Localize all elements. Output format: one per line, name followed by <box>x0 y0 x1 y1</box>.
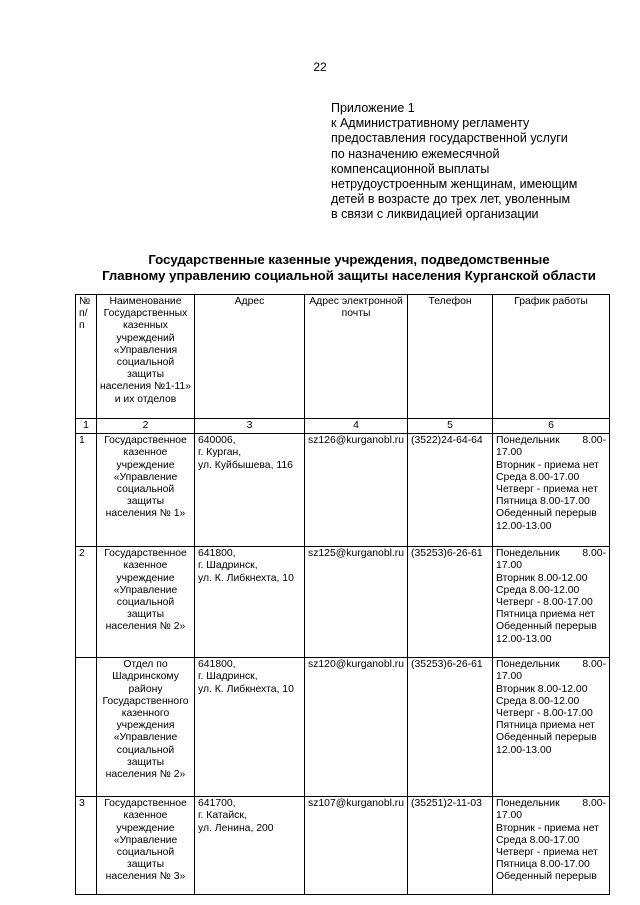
schedule-line: 17.00 <box>496 671 523 683</box>
header-name: Наименование Государственных казенных учреждений «Управления социальной защиты населения №1-11» и их отделов <box>97 295 195 419</box>
schedule-line: 12.00-13.00 <box>496 520 552 532</box>
row-address <box>195 547 305 658</box>
schedule-line: Четверг - приема нет <box>496 847 598 859</box>
schedule-time: 8.00- <box>582 548 607 560</box>
row-num <box>76 658 97 797</box>
annex-line: нетрудоустроенным женщинам, имеющим <box>331 177 578 192</box>
address-line: 641700, <box>198 798 236 810</box>
schedule-day: Понедельник <box>496 659 560 671</box>
header-schedule: График работы <box>493 295 610 419</box>
schedule-line: 17.00 <box>496 447 523 459</box>
annex-line: детей в возрасте до трех лет, уволенным <box>331 192 571 207</box>
address-line: ул. К. Либкнехта, 10 <box>198 572 294 584</box>
schedule-line: 17.00 <box>496 810 523 822</box>
address-line: 641800, <box>198 548 236 560</box>
row-name: Государственное казенное учреждение «Управление социальной защиты населения № 3» <box>97 797 195 895</box>
schedule-line: Обеденный перерыв <box>496 508 597 520</box>
column-number-row <box>76 419 610 434</box>
annex-line: к Административному регламенту <box>331 116 530 131</box>
column-number: 2 <box>97 419 195 434</box>
header-address: Адрес <box>195 295 305 419</box>
schedule-day: Понедельник <box>496 435 560 447</box>
schedule-day: Понедельник <box>496 798 560 810</box>
schedule-line: 17.00 <box>496 560 523 572</box>
schedule-time: 8.00- <box>582 798 607 810</box>
column-number: 1 <box>76 419 97 434</box>
header-email: Адрес электронной почты <box>305 295 408 419</box>
column-number: 5 <box>408 419 493 434</box>
address-line: г. Курган, <box>198 447 242 459</box>
column-number: 4 <box>305 419 408 434</box>
address-line: ул. К. Либкнехта, 10 <box>198 683 294 695</box>
row-email: sz126@kurganobl.ru <box>305 434 408 547</box>
row-phone: (35253)6-26-61 <box>408 658 493 797</box>
column-number: 3 <box>195 419 305 434</box>
table-row <box>76 434 610 547</box>
annex-line: Приложение 1 <box>331 101 415 115</box>
address-line: 640006, <box>198 435 236 447</box>
header-row <box>76 295 610 419</box>
annex-line: предоставления государственной услуги <box>331 131 568 146</box>
schedule-time: 8.00- <box>582 435 607 447</box>
annex-line: в связи с ликвидацией организации <box>331 207 539 222</box>
schedule-day: Понедельник <box>496 548 560 560</box>
row-address <box>195 797 305 895</box>
row-address <box>195 434 305 547</box>
row-phone: (35253)6-26-61 <box>408 547 493 658</box>
row-name: Государственное казенное учреждение «Управление социальной защиты населения № 2» <box>97 547 195 658</box>
schedule-line: Пятница 8.00-17.00 <box>496 496 590 508</box>
row-email: sz107@kurganobl.ru <box>305 797 408 895</box>
address-line: 641800, <box>198 659 236 671</box>
schedule-line: Вторник 8.00-12.00 <box>496 683 588 695</box>
schedule-line: Среда 8.00-12.00 <box>496 695 580 707</box>
schedule-time: 8.00- <box>582 659 607 671</box>
row-schedule <box>493 547 610 658</box>
schedule-line: Пятница приема нет <box>496 609 595 621</box>
column-number: 6 <box>493 419 610 434</box>
schedule-line: Среда 8.00-12.00 <box>496 584 580 596</box>
address-line: г. Катайск, <box>198 810 247 822</box>
annex-line: по назначению ежемесячной <box>331 146 500 161</box>
schedule-first-line <box>496 659 606 671</box>
address-line: г. Шадринск, <box>198 671 258 683</box>
schedule-line: Обеденный перерыв <box>496 871 597 883</box>
row-address <box>195 658 305 797</box>
annex-block <box>331 101 611 223</box>
row-phone: (3522)24-64-64 <box>408 434 493 547</box>
schedule-line: Обеденный перерыв <box>496 732 597 744</box>
schedule-line: Четверг - 8.00-17.00 <box>496 708 593 720</box>
schedule-line: Вторник - приема нет <box>496 822 599 834</box>
schedule-line: 12.00-13.00 <box>496 744 552 756</box>
row-num: 3 <box>76 797 97 895</box>
address-line: ул. Куйбышева, 116 <box>198 459 293 471</box>
row-phone: (35251)2-11-03 <box>408 797 493 895</box>
document-title <box>60 252 638 284</box>
schedule-line: Пятница 8.00-17.00 <box>496 859 590 871</box>
annex-line: компенсационной выплаты <box>331 161 490 176</box>
row-num: 2 <box>76 547 97 658</box>
row-email: sz125@kurganobl.ru <box>305 547 408 658</box>
schedule-line: Среда 8.00-17.00 <box>496 834 580 846</box>
schedule-line: Вторник - приема нет <box>496 459 599 471</box>
institutions-table <box>75 294 610 895</box>
table-row <box>76 658 610 797</box>
schedule-line: Четверг - 8.00-17.00 <box>496 597 593 609</box>
header-phone: Телефон <box>408 295 493 419</box>
row-schedule <box>493 658 610 797</box>
row-num: 1 <box>76 434 97 547</box>
schedule-line: Среда 8.00-17.00 <box>496 471 580 483</box>
title-line-2: Главному управлению социальной защиты населения Курганской области <box>102 268 596 283</box>
schedule-first-line <box>496 548 606 560</box>
schedule-line: Четверг - приема нет <box>496 484 598 496</box>
row-schedule <box>493 434 610 547</box>
address-line: г. Шадринск, <box>198 560 258 572</box>
row-name: Государственное казенное учреждение «Управление социальной защиты населения № 1» <box>97 434 195 547</box>
table-row <box>76 797 610 895</box>
address-line: ул. Ленина, 200 <box>198 822 274 834</box>
schedule-line: Вторник 8.00-12.00 <box>496 572 588 584</box>
schedule-line: Пятница приема нет <box>496 720 595 732</box>
schedule-first-line <box>496 435 606 447</box>
page-number: 22 <box>313 60 327 74</box>
header-num: № п/ п <box>76 295 97 419</box>
schedule-line: 12.00-13.00 <box>496 633 552 645</box>
schedule-line: Обеденный перерыв <box>496 621 597 633</box>
schedule-first-line <box>496 798 606 810</box>
row-schedule <box>493 797 610 895</box>
table-row <box>76 547 610 658</box>
row-email: sz120@kurganobl.ru <box>305 658 408 797</box>
title-line-1: Государственные казенные учреждения, подведомственные <box>148 252 550 267</box>
row-name: Отдел по Шадринскому району Государственного казенного учреждения «Управление социальной защиты населения № 2» <box>97 658 195 797</box>
